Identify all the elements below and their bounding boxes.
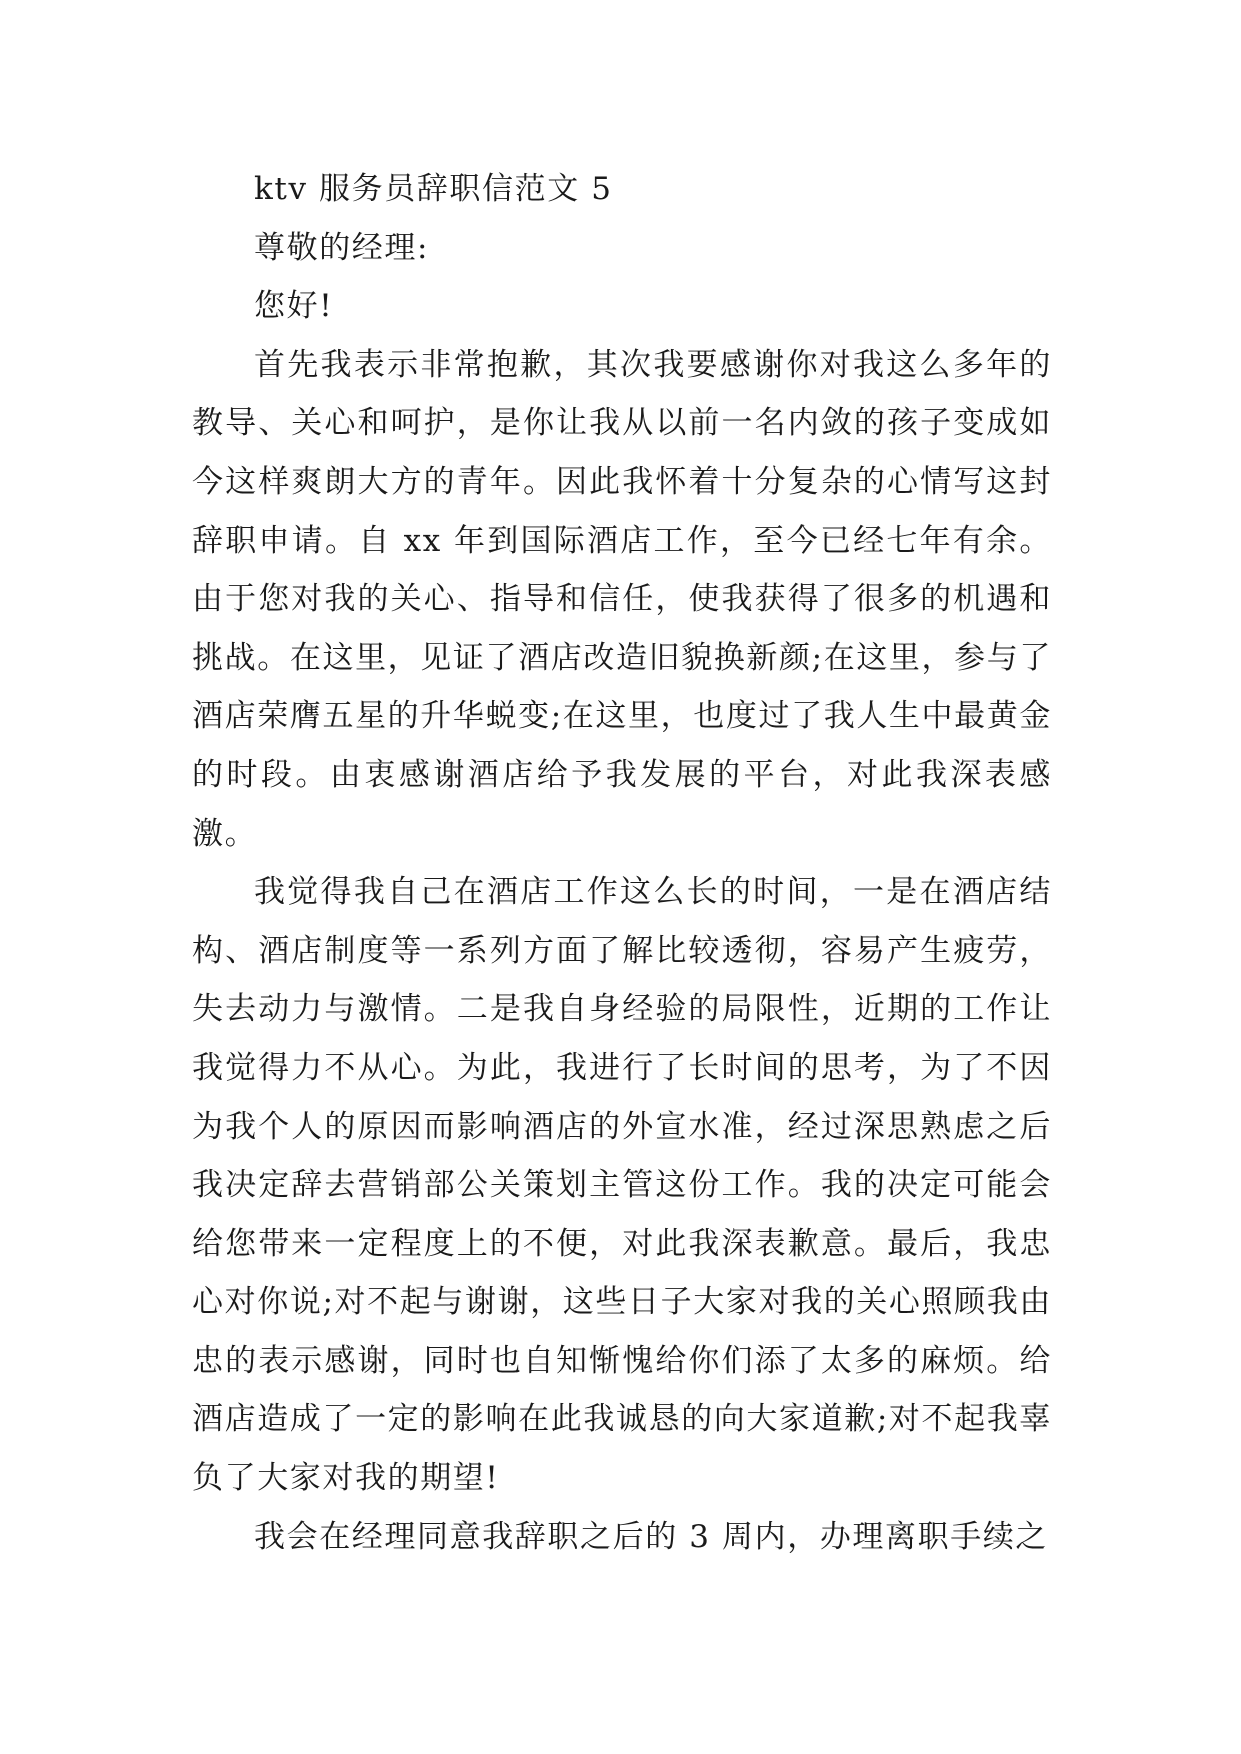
body-paragraph: 我觉得我自己在酒店工作这么长的时间，一是在酒店结构、酒店制度等一系列方面了解比较透彻，容易产生疲劳，失去动力与激情。二是我自身经验的局限性，近期的工作让我觉得力不从心。为此，我进行了长时间的思考，为了不因为我个人的原因而影响酒店的外宣水准，经过深思熟虑之后我决定辞去营销部公关策划主管这份工作。我的决定可能会给您带来一定程度上的不便，对此我深表歉意。最后，我忠心对你说;对不起与谢谢，这些日子大家对我的关心照顾我由忠的表示感谢，同时也自知惭愧给你们添了太多的麻烦。给酒店造成了一定的影响在此我诚恳的向大家道歉;对不起我辜负了大家对我的期望! xyxy=(192,874,1052,1497)
body-paragraph: 我会在经理同意我辞职之后的 3 周内，办理离职手续之 xyxy=(254,1518,1049,1555)
salutation: 尊敬的经理: xyxy=(254,229,430,266)
letter-body xyxy=(192,160,1052,1566)
document-title: ktv 服务员辞职信范文 5 xyxy=(254,171,613,207)
greeting: 您好! xyxy=(254,288,334,325)
body-paragraph: 首先我表示非常抱歉，其次我要感谢你对我这么多年的教导、关心和呵护，是你让我从以前一名内敛的孩子变成如今这样爽朗大方的青年。因此我怀着十分复杂的心情写这封辞职申请。自 xx 年到国际酒店工作，至今已经七年有余。由于您对我的关心、指导和信任，使我获得了很多的机遇和挑战。在这里，见证了酒店改造旧貌换新颜;在这里，参与了酒店荣膺五星的升华蜕变;在这里，也度过了我人生中最黄金的时段。由衷感谢酒店给予我发展的平台，对此我深表感激。 xyxy=(192,346,1052,852)
